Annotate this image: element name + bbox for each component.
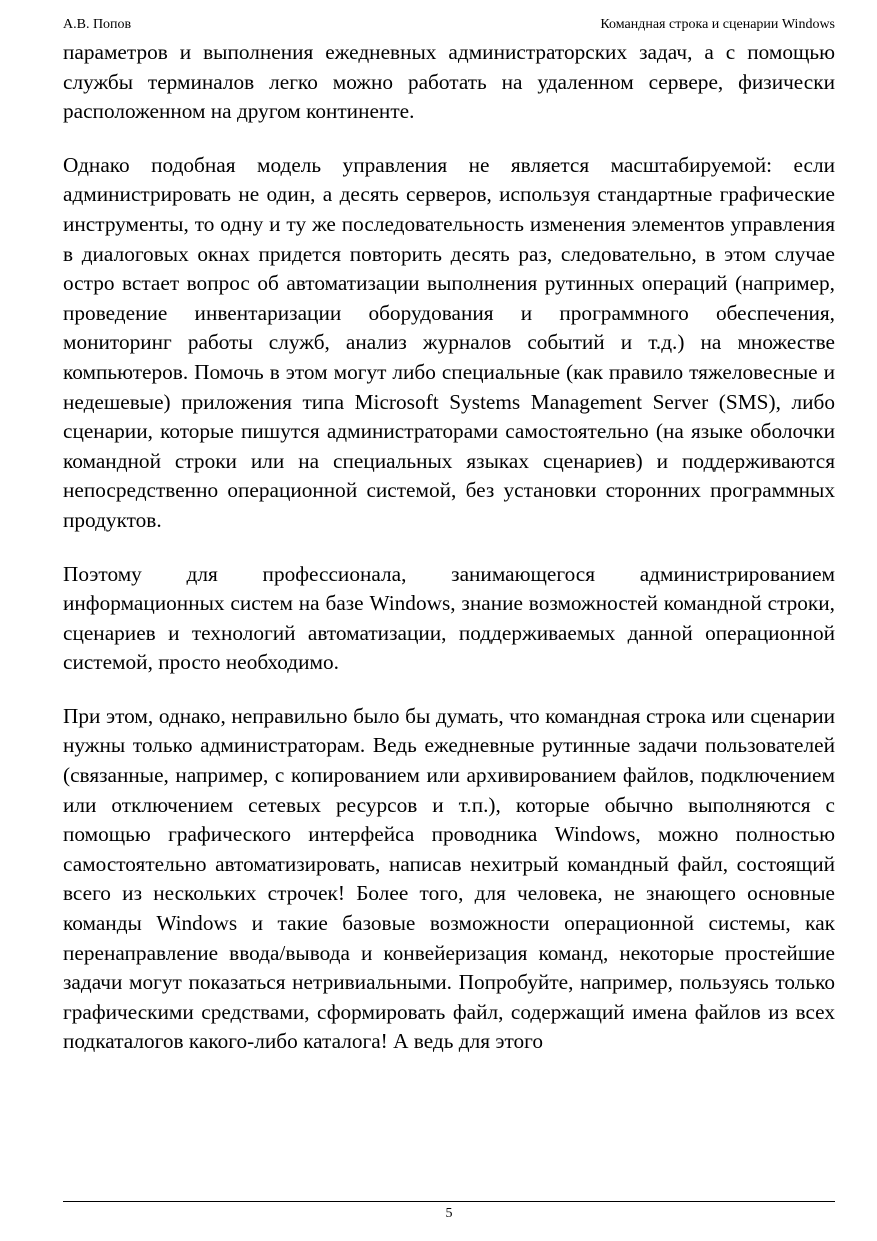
page-header bbox=[63, 14, 835, 36]
header-book-title: Командная строка и сценарии Windows bbox=[600, 17, 835, 32]
page-body bbox=[63, 38, 835, 1057]
page-number: 5 bbox=[445, 1206, 453, 1221]
footer-divider bbox=[63, 1201, 835, 1202]
paragraph: Поэтому для профессионала, занимающегося администрированием информационных систем на базе Windows, знание возможностей командной строки, сценариев и технологий автоматизации, поддерживаемых данной операционной системой, просто необходимо. bbox=[63, 561, 835, 675]
paragraph: Однако подобная модель управления не является масштабируемой: если администрировать не один, а десять серверов, используя стандартные графические инструменты, то одну и ту же последовательность изменения элементов управления в диалоговых окнах придется повторить десять раз, следовательно, в этом случае остро встает вопрос об автоматизации выполнения рутинных операций (например, проведение инвентаризации оборудования и программного обеспечения, мониторинг работы служб, анализ журналов событий и т.д.) на множестве компьютеров. Помочь в этом могут либо специальные (как правило тяжеловесные и недешевые) приложения типа Microsoft Systems Management Server (SMS), либо сценарии, которые пишутся администраторами самостоятельно (на языке оболочки командной строки или на специальных языках сценариев) и поддерживаются непосредственно операционной системой, без установки сторонних программных продуктов. bbox=[63, 152, 835, 532]
header-author: А.В. Попов bbox=[63, 17, 132, 32]
paragraph: При этом, однако, неправильно было бы думать, что командная строка или сценарии нужны только администраторам. Ведь ежедневные рутинные задачи пользователей (связанные, например, с копированием или архивированием файлов, подключением или отключением сетевых ресурсов и т.п.), которые обычно выполняются с помощью графического интерфейса проводника Windows, можно полностью самостоятельно автоматизировать, написав нехитрый командный файл, состоящий всего из нескольких строчек! Более того, для человека, не знающего основные команды Windows и такие базовые возможности операционной системы, как перенаправление ввода/вывода и конвейеризация команд, некоторые простейшие задачи могут показаться нетривиальными. Попробуйте, например, пользуясь только графическими средствами, сформировать файл, содержащий имена файлов из всех подкаталогов какого-либо каталога! А ведь для этого bbox=[63, 703, 835, 1054]
paragraph: параметров и выполнения ежедневных администраторских задач, а с помощью службы терминалов легко можно работать на удаленном сервере, физически расположенном на другом континенте. bbox=[63, 40, 835, 124]
